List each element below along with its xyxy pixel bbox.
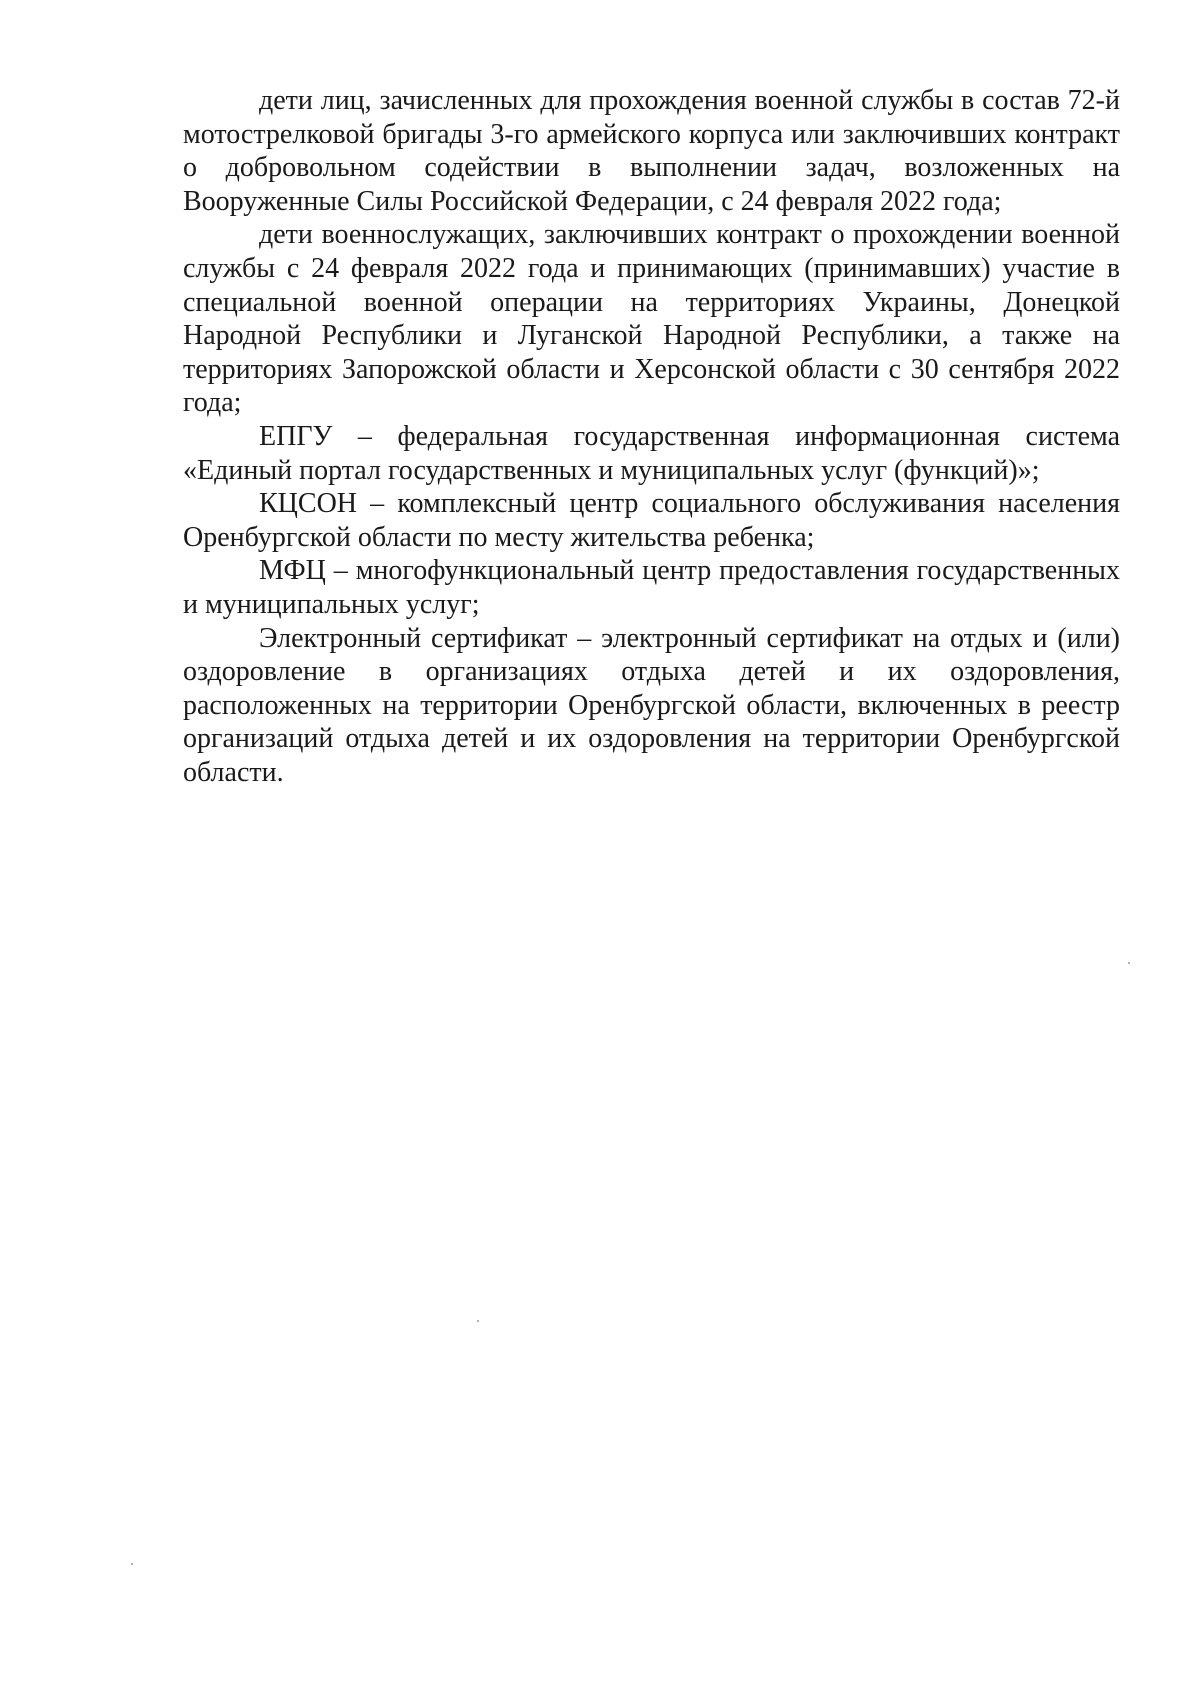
paragraph-mfc-definition: МФЦ – многофункциональный центр предоставления государственных и муниципальных услуг; bbox=[183, 555, 1120, 620]
document-body bbox=[183, 84, 1120, 789]
scan-speck bbox=[131, 1563, 133, 1565]
scan-speck bbox=[1128, 962, 1130, 964]
paragraph-epgu-definition: ЕПГУ – федеральная государственная информационная система «Единый портал государственных и муниципальных услуг (функций)»; bbox=[183, 420, 1120, 486]
paragraph-kcson-definition: КЦСОН – комплексный центр социального обслуживания населения Оренбургской области по месту жительства ребенка; bbox=[183, 488, 1120, 553]
paragraph-electronic-certificate-definition: Электронный сертификат – электронный сертификат на отдых и (или) оздоровление в организациях отдыха детей и их оздоровления, расположенных на территории Оренбургской области, включенных в реестр организаций отдыха детей и их оздоровления на территории Оренбургской области. bbox=[183, 622, 1120, 788]
paragraph-children-servicemen: дети военнослужащих, заключивших контракт о прохождении военной службы с 24 февраля 2022 года и принимающих (принимавших) участие в специальной военной операции на территориях Украины, Донецкой Народной Республики и Луганской Народной Республики, а также на территориях Запорожской области и Херсонской области с 30 сентября 2022 года; bbox=[183, 219, 1120, 419]
scan-speck bbox=[477, 1320, 479, 1322]
paragraph-children-72nd-brigade: дети лиц, зачисленных для прохождения военной службы в состав 72-й мотострелковой бригады 3-го армейского корпуса или заключивших контракт о добровольном содействии в выполнении задач, возложенных на Вооруженные Силы Российской Федерации, с 24 февраля 2022 года; bbox=[183, 85, 1120, 217]
